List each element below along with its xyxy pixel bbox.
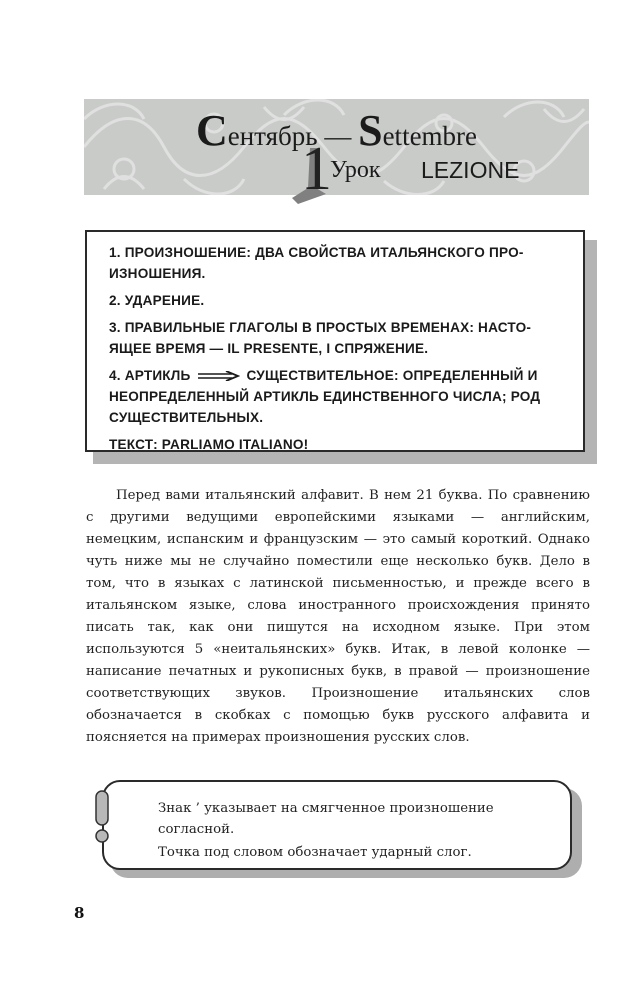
intro-paragraph — [86, 485, 590, 749]
lesson-label-ru: Урок — [330, 157, 381, 183]
lesson-title — [84, 105, 589, 156]
arrow-right-icon — [196, 371, 240, 381]
title-it-rest: ettembre — [382, 121, 478, 151]
lesson-header-banner — [84, 99, 589, 195]
note-line-2: Точка под словом обозначает ударный слог. — [158, 845, 472, 860]
note-line-1: Знак ’ указывает на смягченное произношение согласной. — [158, 801, 494, 837]
contents-item-2: 2. УДАРЕНИЕ. — [109, 293, 205, 308]
note-text — [158, 798, 558, 865]
lesson-number: 1 — [301, 135, 332, 203]
contents-item-4-end: СУЩЕСТВИТЕЛЬНОЕ: ОПРЕДЕЛЕННЫЙ И НЕОПРЕДЕЛЕННЫЙ АРТИКЛЬ ЕДИНСТВЕННОГО ЧИСЛА; РОД СУЩЕСТВИТЕЛЬНЫХ. — [109, 368, 541, 425]
title-dash: — — [324, 121, 352, 151]
contents-item-4-start: 4. АРТИКЛЬ — [109, 368, 191, 383]
title-ru-rest: ентябрь — [227, 121, 318, 151]
contents-item-3: 3. ПРАВИЛЬНЫЕ ГЛАГОЛЫ В ПРОСТЫХ ВРЕМЕНАХ: НАСТОЯЩЕЕ ВРЕМЯ — IL PRESENTE, I СПРЯЖЕНИЕ. — [109, 320, 531, 356]
note-pin-icon — [94, 790, 110, 844]
intro-paragraph-text: Перед вами итальянский алфавит. В нем 21 буква. По сравнению с другими ведущими европейскими языками — английским, немецким, испанским и французским — это самый короткий. Однако чуть ниже мы не случайно поместили еще несколько букв. Дело в том, что в языках с латинской письменностью, и прежде всего в итальянском языке, слова иностранного происхождения принято писать так, как они пишутся на исходном языке. При этом используются 5 «неитальянских» букв. Итак, в левой колонке — написание печатных и рукописных букв, в правой — произношение соответствующих звуков. Произношение итальянских слов обозначается в скобках с помощью букв русского алфавита и поясняется на примерах произношения русских слов. — [86, 488, 590, 745]
page-number: 8 — [74, 904, 85, 922]
contents-item-4 — [109, 365, 565, 428]
contents-box — [85, 230, 585, 452]
contents-item-1: 1. ПРОИЗНОШЕНИЕ: ДВА СВОЙСТВА ИТАЛЬЯНСКОГО ПРОИЗНОШЕНИЯ. — [109, 245, 524, 281]
lesson-label-it: LEZIONE — [421, 157, 520, 183]
contents-text-item: ТЕКСТ: PARLIAMO ITALIANO! — [109, 437, 309, 452]
title-ru-initial: С — [195, 106, 228, 155]
title-it-initial: S — [358, 106, 383, 155]
